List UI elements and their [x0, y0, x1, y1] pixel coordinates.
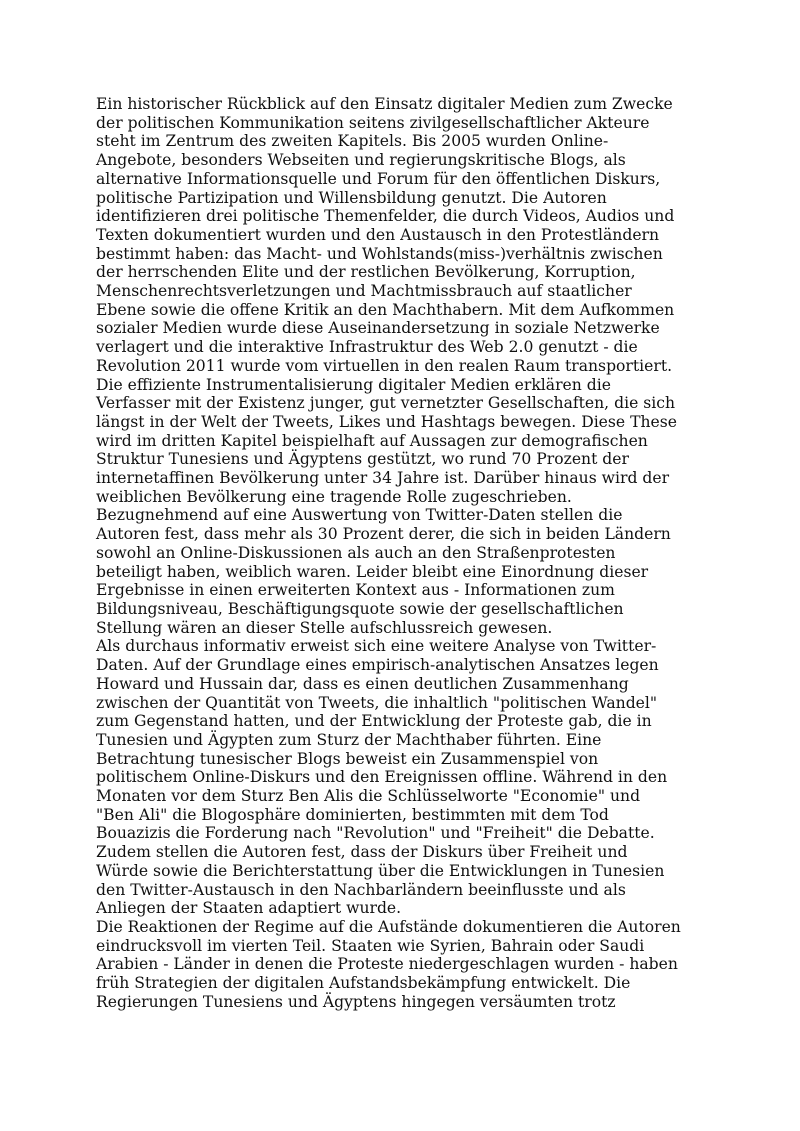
text-line: den Twitter-Austausch in den Nachbarländern beeinflusste und als: [96, 880, 626, 899]
text-line: Howard und Hussain dar, dass es einen deutlichen Zusammenhang: [96, 674, 629, 693]
text-line: politischem Online-Diskurs und den Ereignissen offline. Während in den: [96, 768, 668, 787]
text-line: politische Partizipation und Willensbildung genutzt. Die Autoren: [96, 188, 607, 207]
text-line: Ein historischer Rückblick auf den Einsatz digitaler Medien zum Zwecke: [96, 95, 673, 113]
text-line: Struktur Tunesiens und Ägyptens gestützt, wo rund 70 Prozent der: [96, 450, 629, 469]
text-line: früh Strategien der digitalen Aufstandsbekämpfung entwickelt. Die: [96, 974, 631, 993]
text-line: Verfasser mit der Existenz junger, gut vernetzter Gesellschaften, die sich: [96, 394, 676, 413]
text-line: Angebote, besonders Webseiten und regierungskritische Blogs, als: [96, 151, 626, 170]
text-line: sowohl an Online-Diskussionen als auch an den Straßenprotesten: [96, 543, 616, 562]
text-line: weiblichen Bevölkerung eine tragende Rolle zugeschrieben.: [96, 487, 572, 506]
text-line: bestimmt haben: das Macht- und Wohlstands(miss-)verhältnis zwischen: [96, 244, 663, 263]
text-line: längst in der Welt der Tweets, Likes und Hashtags bewegen. Diese These: [96, 412, 678, 431]
text-line: sozialer Medien wurde diese Auseinandersetzung in soziale Netzwerke: [96, 319, 660, 338]
text-line: Die Reaktionen der Regime auf die Aufstände dokumentieren die Autoren: [96, 917, 681, 936]
body-text: [96, 95, 716, 1011]
text-line: steht im Zentrum des zweiten Kapitels. Bis 2005 wurden Online-: [96, 132, 609, 151]
text-line: Betrachtung tunesischer Blogs beweist ein Zusammenspiel von: [96, 749, 599, 768]
text-line: eindrucksvoll im vierten Teil. Staaten wie Syrien, Bahrain oder Saudi: [96, 936, 645, 955]
text-line: Menschenrechtsverletzungen und Machtmissbrauch auf staatlicher: [96, 282, 632, 301]
text-line: Stellung wären an dieser Stelle aufschlussreich gewesen.: [96, 618, 553, 637]
text-line: Zudem stellen die Autoren fest, dass der Diskurs über Freiheit und: [96, 843, 628, 862]
text-line: Die effiziente Instrumentalisierung digitaler Medien erklären die: [96, 375, 611, 394]
text-line: zwischen der Quantität von Tweets, die inhaltlich "politischen Wandel": [96, 693, 658, 712]
text-line: verlagert und die interaktive Infrastruktur des Web 2.0 genutzt - die: [96, 338, 638, 357]
text-line: alternative Informationsquelle und Forum für den öffentlichen Diskurs,: [96, 169, 661, 188]
text-line: internetaffinen Bevölkerung unter 34 Jahre ist. Darüber hinaus wird der: [96, 469, 670, 488]
text-line: wird im dritten Kapitel beispielhaft auf Aussagen zur demografischen: [96, 431, 648, 450]
text-line: Regierungen Tunesiens und Ägyptens hingegen versäumten trotz: [96, 992, 616, 1011]
text-line: Bezugnehmend auf eine Auswertung von Twitter-Daten stellen die: [96, 506, 623, 525]
text-line: Bildungsniveau, Beschäftigungsquote sowie der gesellschaftlichen: [96, 599, 624, 618]
text-line: Monaten vor dem Sturz Ben Alis die Schlüsselworte "Economie" und: [96, 787, 641, 806]
text-line: Anliegen der Staaten adaptiert wurde.: [96, 899, 402, 918]
text-line: beteiligt haben, weiblich waren. Leider bleibt eine Einordnung dieser: [96, 562, 649, 581]
text-line: Arabien - Länder in denen die Proteste niedergeschlagen wurden - haben: [96, 955, 678, 974]
text-line: Als durchaus informativ erweist sich eine weitere Analyse von Twitter-: [96, 637, 657, 656]
text-line: Tunesien und Ägypten zum Sturz der Machthaber führten. Eine: [96, 730, 602, 749]
text-line: Daten. Auf der Grundlage eines empirisch-analytischen Ansatzes legen: [96, 656, 659, 675]
text-line: identifizieren drei politische Themenfelder, die durch Videos, Audios und: [96, 207, 675, 226]
text-line: Würde sowie die Berichterstattung über die Entwicklungen in Tunesien: [96, 861, 665, 880]
text-line: Ebene sowie die offene Kritik an den Machthabern. Mit dem Aufkommen: [96, 300, 675, 319]
text-line: "Ben Ali" die Blogosphäre dominierten, bestimmten mit dem Tod: [96, 805, 609, 824]
text-line: Ergebnisse in einen erweiterten Kontext aus - Informationen zum: [96, 581, 615, 600]
text-line: Texten dokumentiert wurden und den Austausch in den Protestländern: [96, 225, 660, 244]
text-line: der politischen Kommunikation seitens zivilgesellschaftlicher Akteure: [96, 113, 650, 132]
text-line: der herrschenden Elite und der restlichen Bevölkerung, Korruption,: [96, 263, 636, 282]
text-line: Bouazizis die Forderung nach "Revolution" und "Freiheit" die Debatte.: [96, 824, 655, 843]
text-line: zum Gegenstand hatten, und der Entwicklung der Proteste gab, die in: [96, 712, 652, 731]
text-line: Revolution 2011 wurde vom virtuellen in den realen Raum transportiert.: [96, 356, 673, 375]
text-line: Autoren fest, dass mehr als 30 Prozent derer, die sich in beiden Ländern: [96, 525, 671, 544]
